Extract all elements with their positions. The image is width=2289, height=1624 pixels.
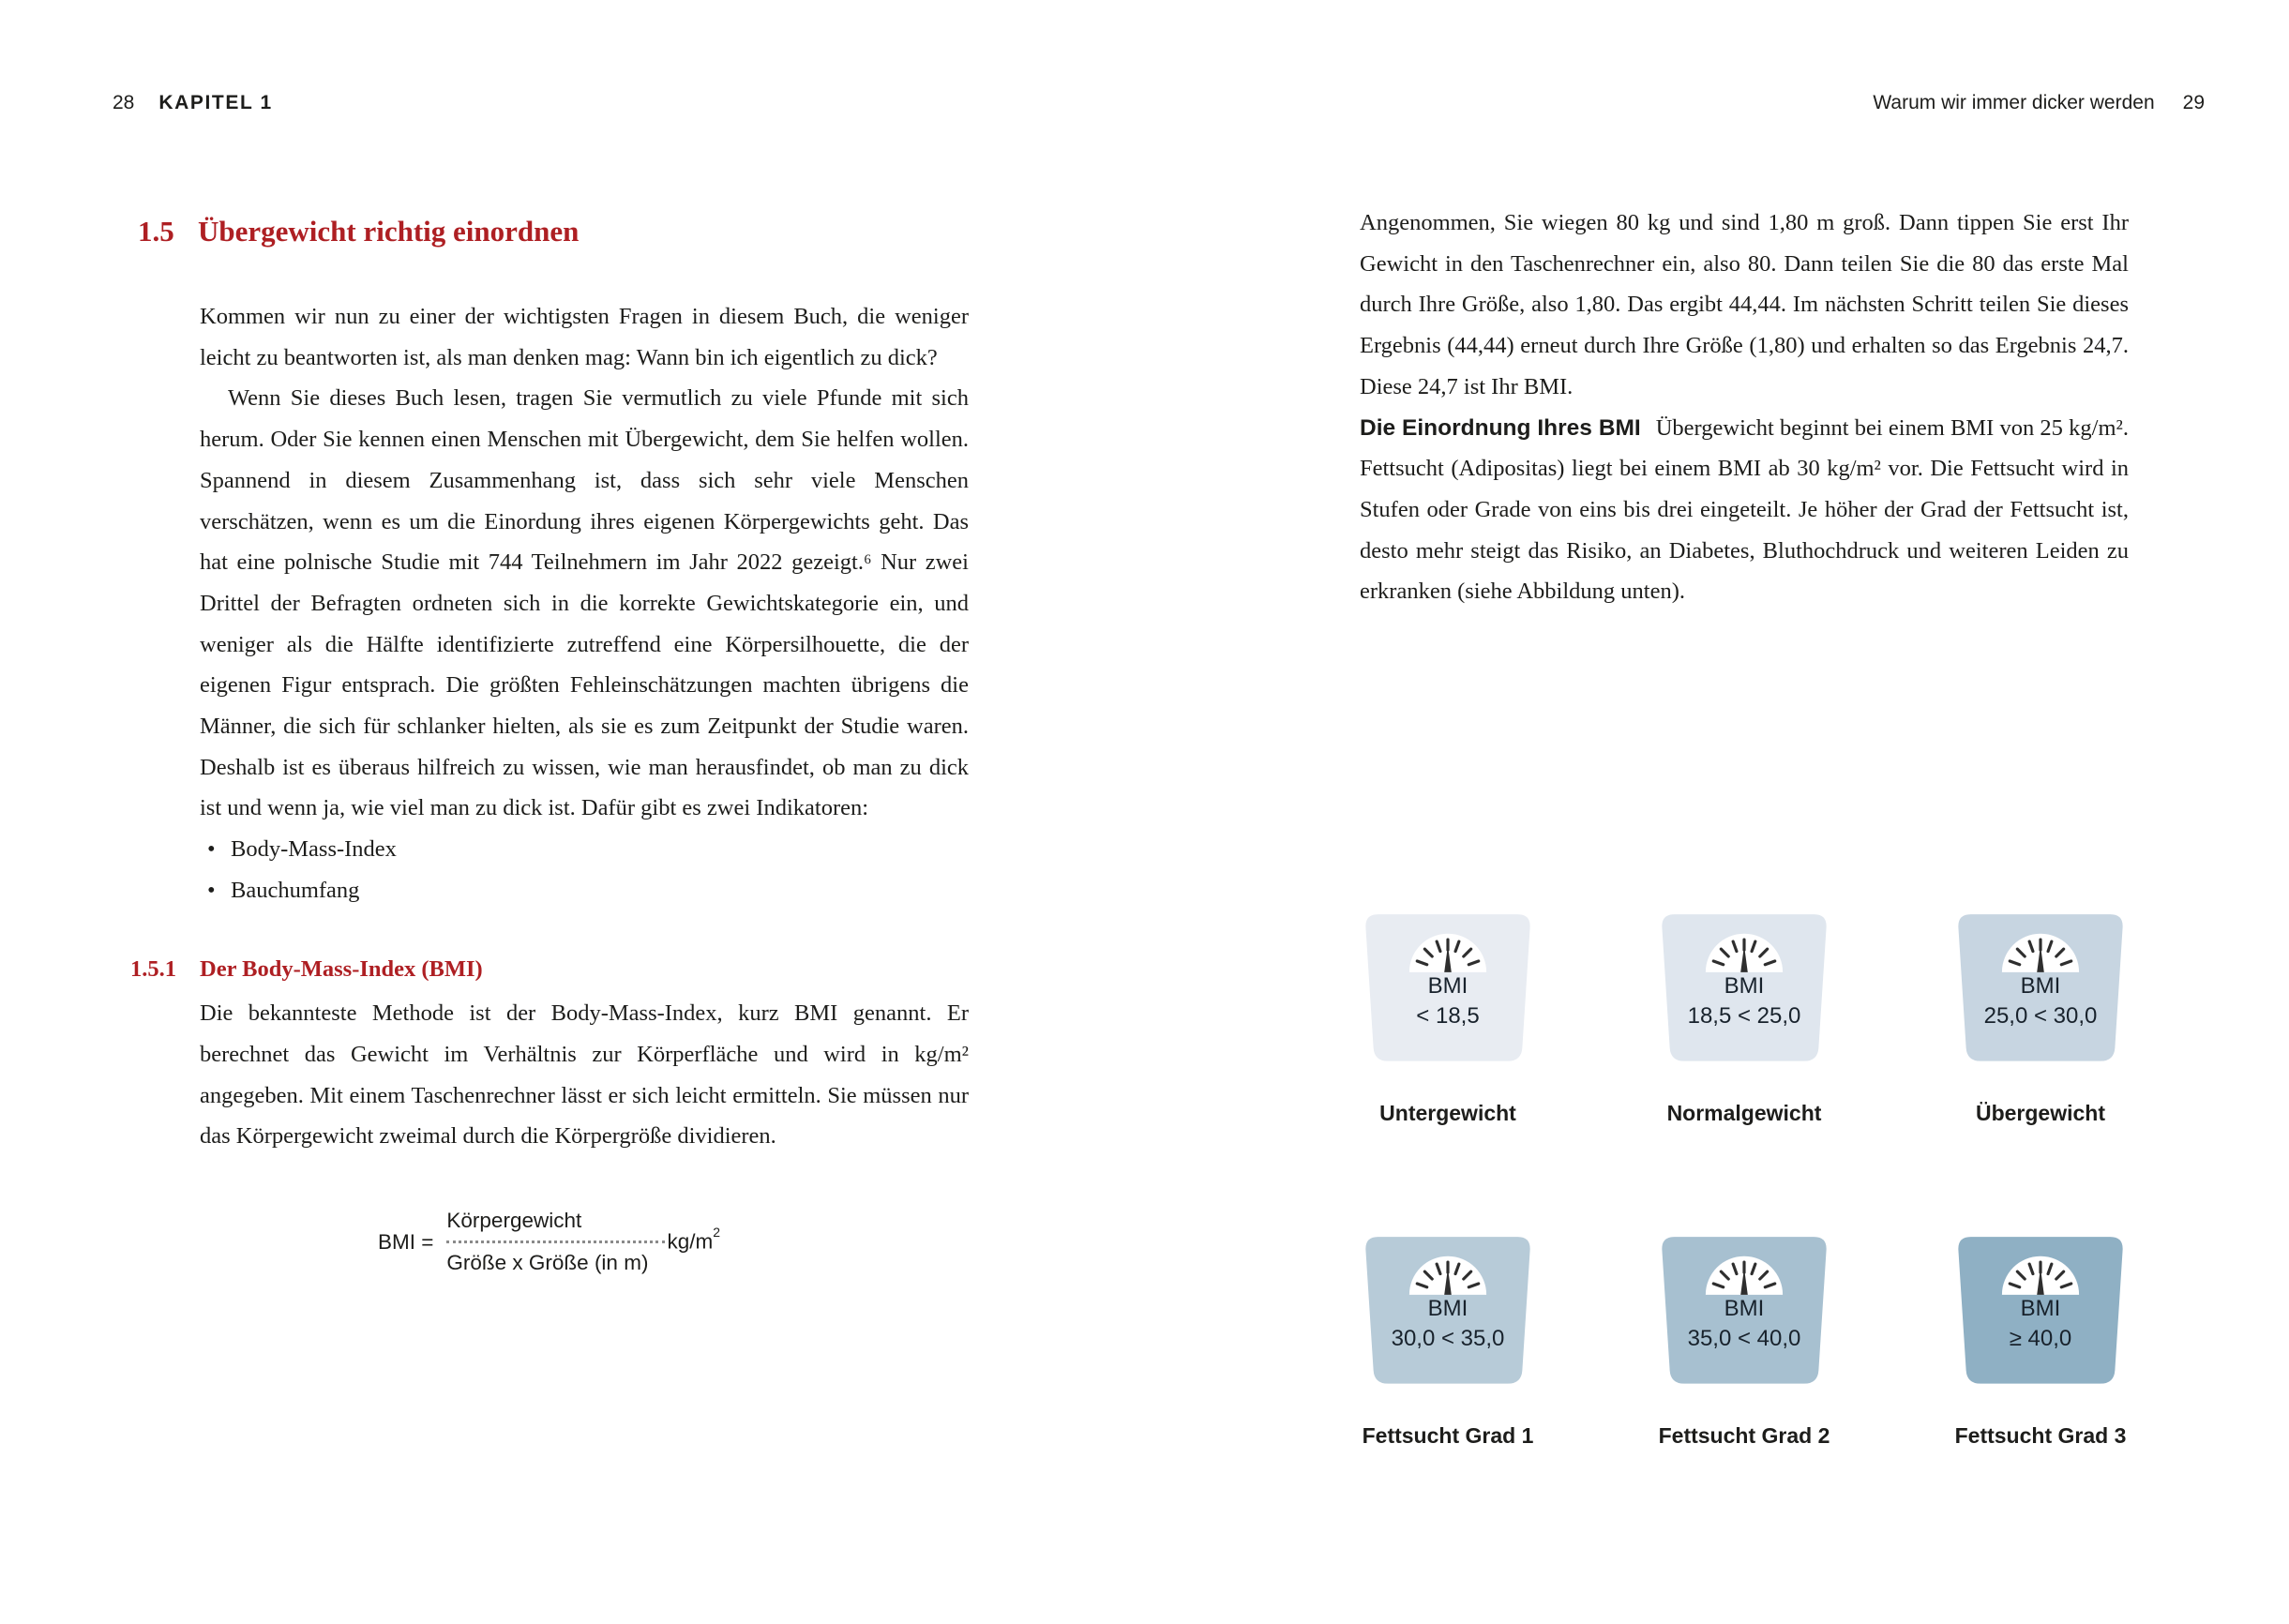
running-head-title: Warum wir immer dicker werden [1873, 92, 2155, 113]
scale-reading-line2: 18,5 < 25,0 [1687, 1003, 1801, 1029]
scale-reading-line1: BMI [2020, 1296, 2061, 1321]
formula-numerator: Körpergewicht [446, 1209, 582, 1233]
subsection-title: Der Body-Mass-Index (BMI) [200, 955, 483, 982]
subsection-number: 1.5.1 [130, 955, 176, 982]
page-number-left: 28 [113, 92, 135, 113]
scale-reading-line1: BMI [1724, 973, 1765, 999]
scale-reading-line2: < 18,5 [1416, 1003, 1480, 1029]
scale-category-label: Fettsucht Grad 2 [1658, 1423, 1830, 1448]
formula-fraction [446, 1208, 648, 1276]
paragraph: Wenn Sie dieses Buch lesen, tragen Sie vermutlich zu viele Pfunde mit sich herum. Oder Sie kennen einen Menschen mit Übergewicht, dem Sie helfen wollen. Spannend in diesem Zusammenhang ist, dass sich sehr viele Menschen verschätzen, wenn es um die Einordung ihres eigenen Körpergewichts geht. Das hat eine polnische Studie mit 744 Teilnehmern im Jahr 2022 gezeigt.⁶ Nur zwei Drittel der Befragten ordneten sich in die korrekte Gewichtskategorie ein, und weniger als die Hälfte identifizierte zutreffend eine Körpersilhouette, die der eigenen Figur entsprach. Die größten Fehleinschätzungen machten übrigens die Männer, die sich für schlanker hielten, als sie es zum Zeitpunkt der Studie waren. Deshalb ist es überaus hilfreich zu wissen, wie man herausfindet, ob man zu dick ist und wenn ja, wie viel man zu dick ist. Dafür gibt es zwei Indikatoren: [200, 385, 969, 821]
bmi-scale-card-untergewicht [1359, 911, 1537, 1126]
scale-reading-line1: BMI [2020, 973, 2061, 999]
paragraph: Angenommen, Sie wiegen 80 kg und sind 1,80 m groß. Dann tippen Sie erst Ihr Gewicht in den Taschenrechner ein, also 80. Dann teilen Sie die 80 das erste Mal durch Ihre Größe, also 1,80. Das ergibt 44,44. Im nächsten Schritt teilen Sie dieses Ergebnis (44,44) erneut durch Ihre Größe (1,80) und erhalten so das Ergebnis 24,7. Diese 24,7 ist Ihr BMI. [1360, 210, 2129, 399]
scale-category-label: Übergewicht [1975, 1101, 2106, 1125]
formula-denominator: Größe x Größe (in m) [446, 1251, 649, 1275]
scale-reading-line2: ≥ 40,0 [2009, 1326, 2072, 1351]
scale-reading [1951, 1294, 2130, 1354]
bmi-scale-card-normalgewicht [1655, 911, 1833, 1126]
scale-reading [1951, 971, 2130, 1031]
bmi-scale-card-fettsucht-3 [1951, 1234, 2130, 1449]
formula-unit-base: kg/m [667, 1229, 714, 1254]
section-title: Übergewicht richtig einordnen [198, 215, 580, 248]
paragraph: Die bekannteste Methode ist der Body-Mass-Index, kurz BMI genannt. Er berechnet das Gewicht im Verhältnis zur Körperfläche und wird in kg/m² angegeben. Mit einem Taschenrechner lässt er sich leicht ermitteln. Sie müssen nur das Körpergewicht zweimal durch die Körpergröße dividieren. [200, 1000, 969, 1150]
indicator-list [200, 829, 969, 910]
bmi-formula [378, 1208, 969, 1276]
scale-shape [1655, 911, 1833, 1067]
list-item: • Bauchumfang [200, 870, 969, 911]
scale-reading-line1: BMI [1427, 1296, 1468, 1321]
scale-reading [1359, 971, 1537, 1031]
scale-category-label: Untergewicht [1379, 1101, 1516, 1125]
page-number-right: 29 [2182, 92, 2205, 113]
formula-unit [667, 1225, 720, 1256]
paragraph-text: Übergewicht beginnt bei einem BMI von 25 kg/m². Fettsucht (Adipositas) liegt bei einem BMI ab 30 kg/m² vor. Die Fettsucht wird in Stufen oder Grade von eins bis drei eingeteilt. Je höher der Grad der Fettsucht ist, desto mehr steigt das Risiko, an Diabetes, Bluthochdruck und weiteren Leiden zu erkranken (siehe Abbildung unten). [1360, 414, 2129, 605]
section-heading [138, 214, 579, 248]
section-number: 1.5 [138, 215, 174, 248]
scale-category-label: Fettsucht Grad 3 [1954, 1423, 2127, 1448]
scale-reading-line2: 30,0 < 35,0 [1391, 1326, 1505, 1351]
left-text-column [130, 296, 969, 1276]
scale-reading-line2: 35,0 < 40,0 [1687, 1326, 1801, 1351]
paragraph [1360, 408, 2129, 613]
bmi-scale-card-fettsucht-2 [1655, 1234, 1833, 1449]
right-text-column [1360, 203, 2129, 612]
running-head-left [113, 92, 273, 114]
chapter-label: KAPITEL 1 [158, 92, 273, 113]
scale-reading [1655, 971, 1833, 1031]
scale-shape [1655, 1234, 1833, 1390]
formula-unit-exponent: 2 [713, 1225, 720, 1241]
running-head-right [1873, 92, 2205, 114]
scale-reading-line1: BMI [1427, 973, 1468, 999]
formula-lhs: BMI = [378, 1229, 434, 1254]
scale-reading-line1: BMI [1724, 1296, 1765, 1321]
paragraph: Kommen wir nun zu einer der wichtigsten Fragen in diesem Buch, die weniger leicht zu beantworten ist, als man denken mag: Wann bin ich eigentlich zu dick? [200, 304, 969, 370]
scale-category-label: Normalgewicht [1666, 1101, 1822, 1125]
list-item: • Body-Mass-Index [200, 829, 969, 870]
subsection-heading [130, 949, 969, 990]
bmi-figure-row-1 [1359, 911, 2130, 1126]
scale-reading [1655, 1294, 1833, 1354]
bmi-scale-card-uebergewicht [1951, 911, 2130, 1126]
scale-shape [1951, 1234, 2130, 1390]
scale-reading-line2: 25,0 < 30,0 [1983, 1003, 2098, 1029]
bmi-scale-card-fettsucht-1 [1359, 1234, 1537, 1449]
scale-shape [1359, 911, 1537, 1067]
scale-category-label: Fettsucht Grad 1 [1362, 1423, 1534, 1448]
scale-shape [1359, 1234, 1537, 1390]
bmi-figure-row-2 [1359, 1234, 2130, 1449]
scale-shape [1951, 911, 2130, 1067]
scale-reading [1359, 1294, 1537, 1354]
paragraph-lead-in: Die Einordnung Ihres BMI [1360, 414, 1641, 441]
